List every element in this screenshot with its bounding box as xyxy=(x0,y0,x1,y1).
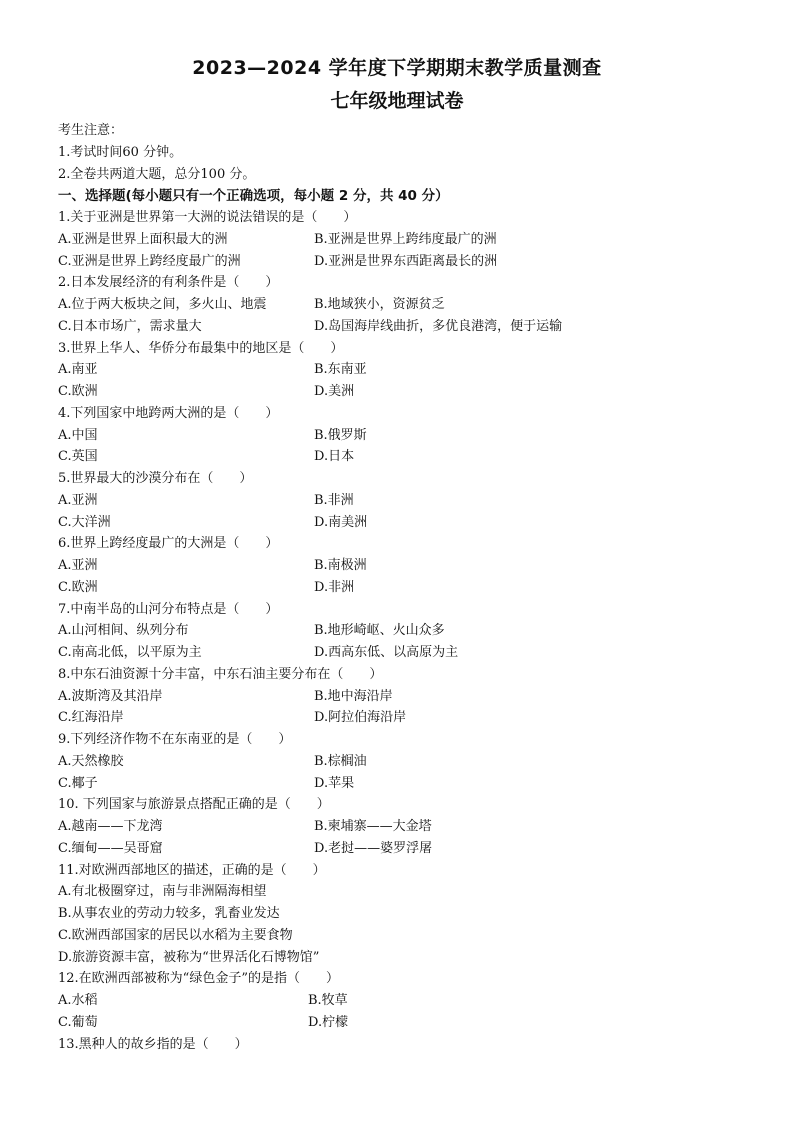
option-a: A.南亚 xyxy=(58,362,98,378)
question-stem: 6.世界上跨经度最广的大洲是（ ） xyxy=(58,536,279,552)
option-b: B.柬埔寨——大金塔 xyxy=(314,819,432,834)
section-title: 一、选择题(每小题只有一个正确选项，每小题 2 分，共 40 分） xyxy=(58,188,449,204)
option-c: C.欧洲西部国家的居民以水稻为主要食物 xyxy=(58,927,293,943)
candidate-notice xyxy=(58,120,255,186)
option-d: D.阿拉伯海沿岸 xyxy=(314,710,407,726)
option-b: B.从事农业的劳动力较多，乳畜业发达 xyxy=(58,906,280,921)
option-a: A.越南——下龙湾 xyxy=(58,819,163,834)
option-a: A.亚洲 xyxy=(58,558,98,573)
option-a: A.天然橡胶 xyxy=(58,753,124,769)
option-a: A.亚洲是世界上面积最大的洲 xyxy=(58,231,228,247)
option-a: A.中国 xyxy=(58,427,98,443)
exam-title: 2023—2024 学年度下学期期末教学质量测查 xyxy=(192,57,602,79)
question-stem: 3.世界上华人、华侨分布最集中的地区是（ ） xyxy=(58,340,344,356)
question-stem: 4.下列国家中地跨两大洲的是（ ） xyxy=(58,405,279,421)
option-c: C.缅甸——吴哥窟 xyxy=(58,840,163,856)
option-row xyxy=(58,838,748,860)
question-stem: 2.日本发展经济的有利条件是（ ） xyxy=(58,275,279,291)
option-d: D.旅游资源丰富，被称为“世界活化石博物馆” xyxy=(58,949,320,965)
question-stem: 13.黑种人的故乡指的是（ ） xyxy=(58,1036,248,1052)
option-a: A.水稻 xyxy=(58,993,98,1008)
option-a: A.亚洲 xyxy=(58,492,98,508)
option-b: B.南极洲 xyxy=(314,558,367,573)
option-row xyxy=(58,446,748,468)
question-stem: 10. 下列国家与旅游景点搭配正确的是（ ） xyxy=(58,797,330,813)
question-stem: 11.对欧洲西部地区的描述，正确的是（ ） xyxy=(58,862,326,878)
option-d: D.亚洲是世界东西距离最长的洲 xyxy=(314,253,498,269)
option-row xyxy=(58,577,748,599)
option-d: D.日本 xyxy=(314,449,355,465)
option-row xyxy=(58,294,748,316)
option-c: C.红海沿岸 xyxy=(58,710,124,726)
option-row xyxy=(58,990,748,1012)
option-d: D.美洲 xyxy=(314,384,355,399)
option-a: A.波斯湾及其沿岸 xyxy=(58,688,163,704)
option-row xyxy=(58,620,748,642)
option-row xyxy=(58,686,748,708)
option-row xyxy=(58,425,748,447)
option-row xyxy=(58,707,748,729)
option-c: C.南高北低，以平原为主 xyxy=(58,645,202,660)
option-row xyxy=(58,229,748,251)
option-b: B.俄罗斯 xyxy=(314,427,367,443)
notice-item: 1.考试时间60 分钟。 xyxy=(58,145,183,160)
option-d: D.老挝——婆罗浮屠 xyxy=(314,840,433,856)
option-row xyxy=(58,555,748,577)
option-row xyxy=(58,512,748,534)
option-row xyxy=(58,1012,748,1034)
option-c: C.大洋洲 xyxy=(58,514,111,530)
option-row xyxy=(58,316,748,338)
option-b: B.亚洲是世界上跨纬度最广的洲 xyxy=(314,231,497,247)
question-list xyxy=(58,207,748,1055)
option-a: A.位于两大板块之间，多火山、地震 xyxy=(58,297,267,312)
option-d: D.苹果 xyxy=(314,775,355,791)
option-c: C.亚洲是世界上跨经度最广的洲 xyxy=(58,253,241,269)
option-row xyxy=(58,773,748,795)
option-d: D.西高东低、以高原为主 xyxy=(314,645,459,660)
option-a: A.有北极圈穿过，南与非洲隔海相望 xyxy=(58,884,267,900)
question-stem: 9.下列经济作物不在东南亚的是（ ） xyxy=(58,732,292,747)
option-d: D.非洲 xyxy=(314,579,355,595)
option-b: B.地域狭小，资源贫乏 xyxy=(314,297,445,312)
option-c: C.英国 xyxy=(58,449,98,465)
notice-heading: 考生注意： xyxy=(58,123,124,138)
option-row xyxy=(58,381,748,403)
option-c: C.葡萄 xyxy=(58,1014,98,1030)
option-d: D.柠檬 xyxy=(308,1014,349,1030)
option-c: C.欧洲 xyxy=(58,579,98,595)
option-c: C.欧洲 xyxy=(58,384,98,399)
option-b: B.地中海沿岸 xyxy=(314,688,393,704)
question-stem: 8.中东石油资源十分丰富，中东石油主要分布在（ ） xyxy=(58,666,383,682)
option-row xyxy=(58,359,748,381)
question-stem: 5.世界最大的沙漠分布在（ ） xyxy=(58,471,253,486)
option-b: B.牧草 xyxy=(308,993,348,1008)
option-b: B.地形崎岖、火山众多 xyxy=(314,623,445,639)
option-row xyxy=(58,642,748,664)
option-d: D.岛国海岸线曲折，多优良港湾，便于运输 xyxy=(314,318,563,334)
option-row xyxy=(58,816,748,838)
exam-subtitle: 七年级地理试卷 xyxy=(330,90,464,112)
option-a: A.山河相间、纵列分布 xyxy=(58,623,189,639)
option-b: B.东南亚 xyxy=(314,362,367,378)
question-stem: 1.关于亚洲是世界第一大洲的说法错误的是（ ） xyxy=(58,210,357,225)
option-row xyxy=(58,251,748,273)
question-stem: 12.在欧洲西部被称为“绿色金子”的是指（ ） xyxy=(58,971,339,987)
notice-item: 2.全卷共两道大题，总分100 分。 xyxy=(58,167,256,182)
option-b: B.非洲 xyxy=(314,492,354,508)
option-c: C.日本市场广，需求量大 xyxy=(58,318,202,334)
question-stem: 7.中南半岛的山河分布特点是（ ） xyxy=(58,601,279,617)
option-row xyxy=(58,490,748,512)
option-row xyxy=(58,751,748,773)
option-b: B.棕榈油 xyxy=(314,753,367,769)
option-d: D.南美洲 xyxy=(314,514,368,530)
option-c: C.椰子 xyxy=(58,775,98,791)
